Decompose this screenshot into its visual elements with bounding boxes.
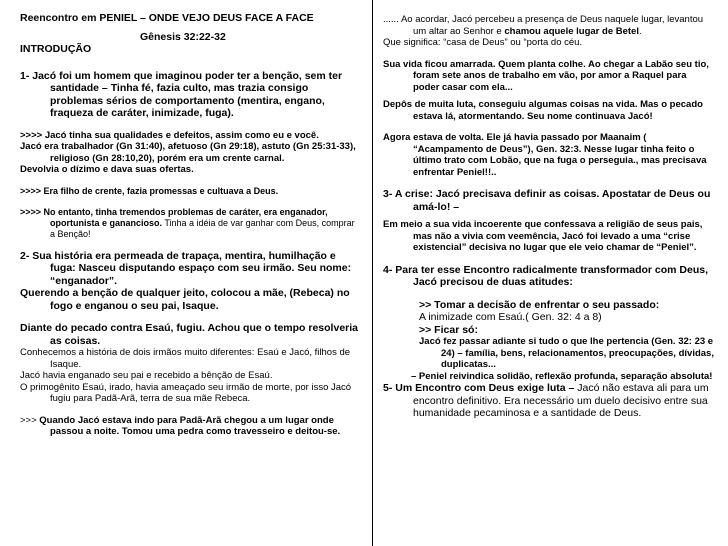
character-problems-rest: Tinha a idéia de var ganhar com Deus, comprar a Benção!: [50, 217, 355, 239]
point-4: 4- Para ter esse Encontro radicalmente transformador com Deus, Jacó precisou de duas atitudes:: [383, 263, 709, 288]
point-2: 2- Sua história era permeada de trapaça, mentira, humilhação e fuga: Nasceu disputando espaço com seu irmão. Seu nome: “enganador”.: [20, 249, 352, 287]
deception-line: Jacó havia enganado seu pai e recebido a bênção de Esaú.: [20, 370, 273, 381]
character-problems-bold: >>>> No entanto, tinha tremendos problemas de caráter, era enganador, oportunista e ganancioso.: [20, 206, 328, 228]
qualities-line: >>>> Jacó tinha sua qualidades e defeitos, assim como eu e você.: [20, 129, 319, 141]
document-title: Reencontro em PENIEL – ONDE VEJO DEUS FACE A FACE: [20, 12, 314, 24]
enmity-line: A inimizade com Esaú.( Gen. 32: 4 a 8): [419, 311, 602, 323]
intro-heading: INTRODUÇÃO: [20, 43, 92, 55]
esau-paragraph: O primogênito Esaú, irado, havia ameaçado seu irmão de morte, por isso Jacó fugiu para Padã-Arã, terra de sua mãe Rebeca.: [20, 381, 352, 404]
separation-paragraph: Jacó fez passar adiante si tudo o que lhe pertencia (Gen. 32: 23 e 24) – família, bens, relacionamentos, preocupações, dívidas, duplicatas...: [419, 336, 714, 370]
peniel-solitude: – Peniel reivindica solidão, reflexão profunda, separação absoluta!: [411, 370, 713, 382]
bethel-text-b: chamou aquele lugar de Betel: [504, 25, 639, 37]
scripture-reference: Gênesis 32:22-32: [140, 30, 226, 43]
struggle-paragraph: Depôs de muita luta, conseguiu algumas coisas na vida. Mas o pecado estava lá, atormentando. Seu nome continuava Jacó!: [383, 99, 703, 122]
blessing-paragraph: Querendo a benção de qualquer jeito, colocou a mãe, (Rebeca) no fogo e enganou o seu pai, Isaque.: [20, 287, 350, 312]
attitude-1: >> Tomar a decisão de enfrentar o seu passado:: [419, 298, 660, 311]
point-5: [383, 382, 715, 420]
laban-paragraph: Sua vida ficou amarrada. Quem planta colhe. Ao chegar a Labão seu tio, foram sete anos de trabalho em vão, por amor a Raquel para poder casar com ela...: [383, 58, 709, 93]
traits-paragraph: Jacó era trabalhador (Gn 31:40), afetuoso (Gn 29:18), astuto (Gn 25:31-33), religioso (Gn 28:10,20), porém era um crente carnal.: [20, 141, 356, 164]
brothers-paragraph: Conhecemos a história de dois irmãos muito diferentes: Esaú e Jacó, filhos de Isaque.: [20, 347, 351, 370]
character-problems: [20, 207, 358, 240]
bethel-text-c: .: [638, 25, 642, 37]
attitude-2: >> Ficar só:: [419, 323, 478, 336]
bethel-meaning: Que significa: “casa de Deus” ou “porta do céu.: [383, 37, 583, 48]
believer-line: >>>> Era filho de crente, fazia promessas e cultuava a Deus.: [20, 185, 279, 196]
journey-paragraph: [20, 415, 358, 438]
bethel-paragraph: [383, 14, 715, 37]
journey-prefix: >>>: [20, 414, 40, 426]
left-column: [20, 12, 358, 438]
point-5-bold: 5- Um Encontro com Deus exige luta –: [383, 382, 575, 394]
right-column: [383, 14, 715, 420]
crisis-paragraph: Em meio a sua vida incoerente que confessava a religião de seus pais, mas não a vivia com veemência, Jacó foi levado a uma “crise existencial” decisiva no lugar que ele veio chamar de “Peniel”.: [383, 219, 703, 253]
point-3: 3- A crise: Jacó precisava definir as coisas. Apostatar de Deus ou amá-lo! –: [383, 188, 711, 213]
flight-paragraph: Diante do pecado contra Esaú, fugiu. Achou que o tempo resolveria as coisas.: [20, 322, 358, 347]
point-1: 1- Jacó foi um homem que imaginou poder ter a benção, sem ter santidade – Tinha fé, fazia culto, mas trazia consigo problemas sérios de comportamento (mentira, engano, fraqueza de caráter, inimizade, fuga).: [20, 69, 343, 119]
point-5-rest: Jacó não estava ali para um encontro definitivo. Era necessário um duelo decisivo entre sua humanidade pecaminosa e a santidade de Deus.: [413, 382, 709, 419]
journey-text: Quando Jacó estava indo para Padã-Arã chegou a um lugar onde passou a noite. Tomou uma pedra como travesseiro e deitou-se.: [39, 414, 341, 437]
column-divider: [372, 0, 373, 546]
bethel-text-a: ...... Ao acordar, Jacó percebeu a presença de Deus naquele lugar, levantou um altar ao Senhor e: [383, 14, 704, 37]
tithe-line: Devolvia o dízimo e dava suas ofertas.: [20, 164, 194, 175]
mahanaim-paragraph: Agora estava de volta. Ele já havia passado por Maanaim ( “Acampamento de Deus”), Gen. 32:3. Nesse lugar tinha feito o último trato com Lobão, que na fuga o perseguia., mas precisava enfrentar Peniel!!..: [383, 132, 707, 178]
